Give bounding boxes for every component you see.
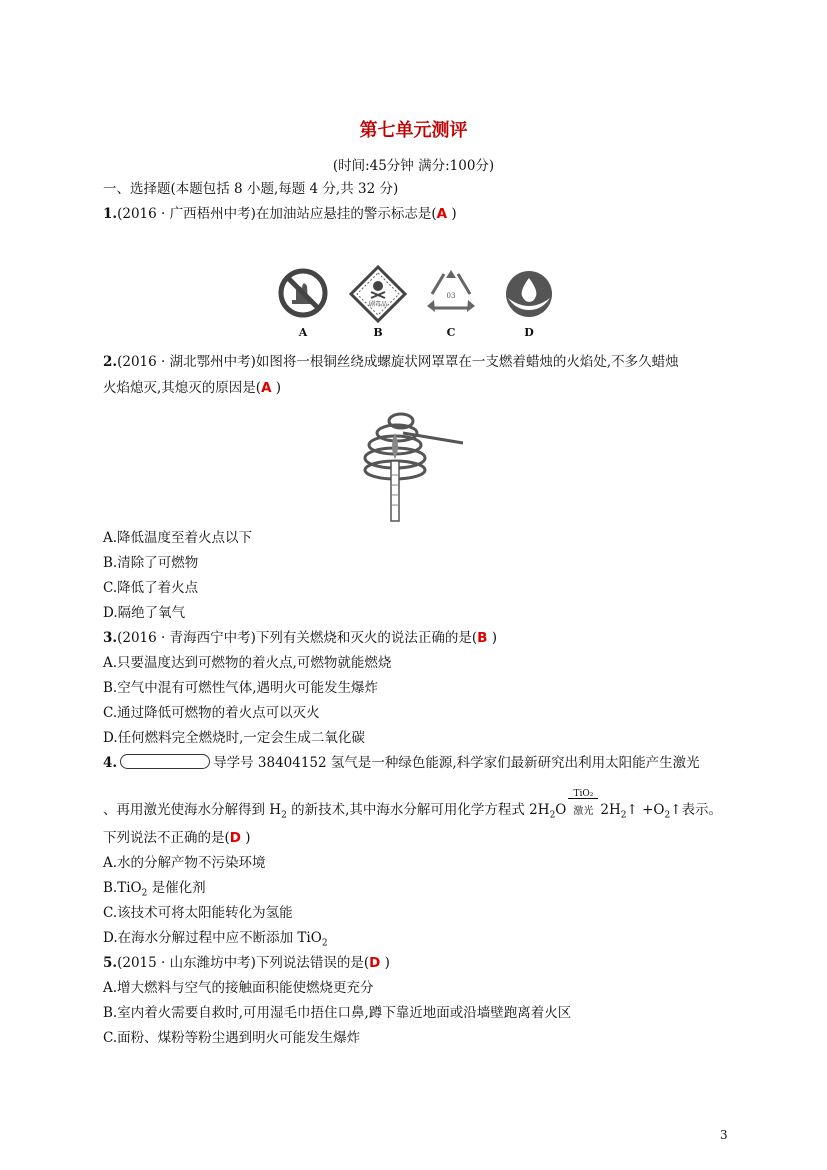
coil-icon: [355, 403, 465, 525]
option-label-a: A: [298, 326, 308, 339]
paren-close: ): [271, 380, 282, 396]
question-text: (2016 · 湖北鄂州中考)如图将一根铜丝绕成螺旋状网罩罩在一支燃着蜡烛的火焰处,不多久蜡烛: [117, 354, 679, 370]
paren-close: ): [487, 630, 497, 646]
q4-option-a: A.水的分解产物不污染环境: [103, 855, 266, 871]
warning-signs-figure: [272, 264, 572, 344]
option-label-b: B: [373, 326, 383, 339]
question-number: 4.: [103, 755, 118, 771]
q5-option-b: B.室内着火需要自救时,可用湿毛巾捂住口鼻,蹲下靠近地面或沿墙壁跑离着火区: [103, 1005, 572, 1021]
question-number: 3.: [103, 630, 118, 646]
subscript: 2: [281, 810, 287, 821]
recycle-label: 03: [446, 292, 456, 300]
paren-close: ): [241, 830, 251, 846]
question-2: [103, 353, 679, 371]
no-fire-icon: [281, 271, 325, 315]
q2-option-a: A.降低温度至着火点以下: [103, 530, 253, 546]
question-text: (2016 · 青海西宁中考)下列有关燃烧和灭火的说法正确的是(: [117, 630, 478, 646]
q3-option-a: A.只要温度达到可燃物的着火点,可燃物就能燃烧: [103, 655, 392, 671]
section-heading: 一、选择题(本题包括 8 小题,每题 4 分,共 32 分): [103, 181, 399, 197]
option-label-d: D: [524, 326, 534, 339]
water-save-icon: [506, 271, 552, 317]
q5-option-c: C.面粉、煤粉等粉尘遇到明火可能发生爆炸: [103, 1030, 361, 1046]
answer: A: [436, 206, 448, 222]
question-number: 5.: [103, 955, 118, 971]
q4-option-b: [103, 879, 206, 903]
question-2-cont: [103, 379, 281, 397]
q3-option-b: B.空气中混有可燃性气体,遇明火可能发生爆炸: [103, 680, 379, 696]
page-title: 第七单元测评: [359, 120, 468, 141]
question-3: [103, 629, 497, 647]
subscript: 2: [549, 810, 556, 821]
paren-close: ): [447, 206, 457, 222]
subscript: 2: [620, 810, 627, 821]
catalyst-label: TiO₂: [573, 789, 594, 799]
q3-option-d: D.任何燃料完全燃烧时,一定会生成二氧化碳: [103, 730, 365, 746]
option-text: D.在海水分解过程中应不断添加 TiO: [103, 930, 322, 946]
q5-option-a: A.增大燃料与空气的接触面积能使燃烧更充分: [103, 980, 374, 996]
question-text: ↑表示。: [670, 802, 723, 818]
question-1: [103, 205, 457, 223]
q3-option-c: C.通过降低可燃物的着火点可以灭火: [103, 705, 320, 721]
condition-label: 激光: [573, 806, 594, 817]
question-text: (2016 · 广西梧州中考)在加油站应悬挂的警示标志是(: [117, 206, 437, 222]
question-number: 2.: [103, 354, 118, 370]
answer: A: [261, 380, 272, 396]
question-5: [103, 954, 390, 972]
option-text: B.TiO: [103, 880, 142, 896]
option-label-c: C: [446, 326, 456, 339]
subscript: 2: [321, 938, 328, 949]
question-4-equation-line: [103, 789, 723, 825]
question-text: 、再用激光使海水分解得到 H: [103, 802, 282, 818]
question-4: [103, 754, 700, 772]
question-number: 1.: [103, 206, 118, 222]
subscript: 2: [664, 810, 671, 821]
reaction-condition: [566, 789, 600, 821]
question-text: 火焰熄灭,其熄灭的原因是(: [103, 380, 262, 396]
paren-close: ): [380, 955, 390, 971]
question-text: 的新技术,其中海水分解可用化学方程式 2H: [286, 802, 550, 818]
q2-option-d: D.隔绝了氧气: [103, 605, 186, 621]
q4-option-c: C.该技术可将太阳能转化为氢能: [103, 905, 293, 921]
question-text: O: [555, 802, 567, 818]
option-text: 是催化剂: [147, 880, 206, 896]
reaction-bar: [568, 798, 598, 799]
answer: B: [477, 630, 488, 646]
question-text: 导学号 38404152 氢气是一种绿色能源,科学家们最新研究出利用太阳能产生激光: [213, 755, 700, 771]
page-number: 3: [720, 1128, 728, 1142]
answer: D: [229, 830, 241, 846]
question-text: (2015 · 山东潍坊中考)下列说法错误的是(: [117, 955, 370, 971]
question-text: 2H: [600, 802, 621, 818]
warning-signs: [272, 264, 572, 324]
copper-coil-candle-figure: [355, 403, 465, 525]
toxic-hazard-icon: [351, 267, 405, 321]
recycle-icon: [427, 270, 475, 312]
guide-number-box: [120, 754, 210, 769]
subscript: 2: [141, 888, 148, 899]
q2-option-c: C.降低了着火点: [103, 580, 199, 596]
question-4-prompt: [103, 829, 251, 847]
question-text: 下列说法不正确的是(: [103, 830, 230, 846]
toxic-label: 剧毒品: [368, 301, 388, 308]
page-subtitle: (时间:45分钟 满分:100分): [332, 158, 495, 174]
q2-option-b: B.清除了可燃物: [103, 555, 199, 571]
q4-option-d: [103, 929, 328, 953]
answer: D: [369, 955, 381, 971]
question-text: ↑ +O: [626, 802, 665, 818]
